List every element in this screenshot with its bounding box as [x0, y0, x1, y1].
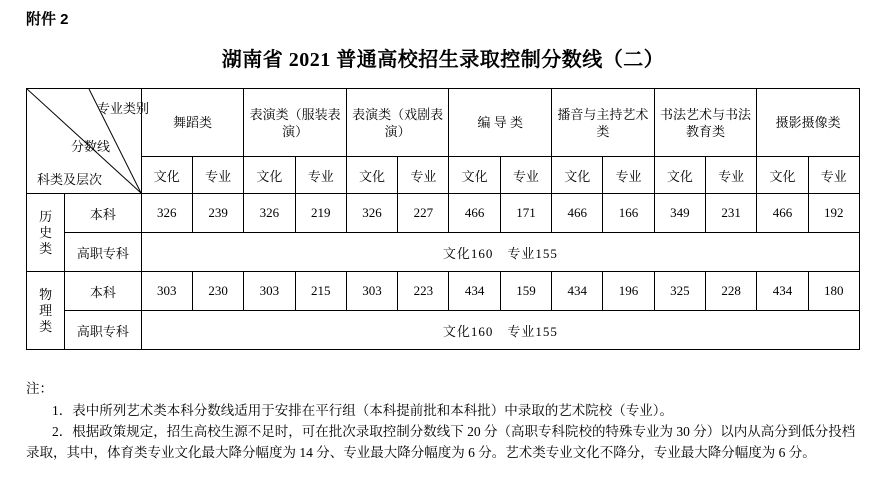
score-cell: 466 — [552, 194, 603, 233]
score-cell: 466 — [449, 194, 500, 233]
merged-score-note: 文化160 专业155 — [141, 311, 859, 350]
score-cell: 326 — [141, 194, 192, 233]
sub-header: 专业 — [603, 157, 654, 194]
sub-header: 文化 — [757, 157, 808, 194]
score-cell: 434 — [449, 272, 500, 311]
row-level-label: 高职专科 — [65, 311, 141, 350]
corner-label-subject: 科类及层次 — [37, 172, 103, 187]
sub-header: 专业 — [192, 157, 243, 194]
score-cell: 303 — [346, 272, 397, 311]
row-level-label: 本科 — [65, 194, 141, 233]
sub-header: 文化 — [552, 157, 603, 194]
row-category-label — [27, 194, 65, 272]
score-cell: 166 — [603, 194, 654, 233]
row-category-char: 物 — [39, 286, 53, 302]
score-cell: 196 — [603, 272, 654, 311]
note-item: 2．根据政策规定，招生高校生源不足时，可在批次录取控制分数线下 20 分（高职专科院校的特殊专业为 30 分）以内从高分到低分投档录取，其中，体育类专业文化最大降分幅度为 14 分、专业最大降分幅度为 6 分。艺术类专业文化不降分，专业最大降分幅度为 6 分。 — [26, 424, 856, 460]
table-row — [27, 272, 860, 311]
score-cell: 326 — [346, 194, 397, 233]
score-cell: 231 — [706, 194, 757, 233]
sub-header: 专业 — [706, 157, 757, 194]
row-category-char: 史 — [39, 224, 53, 240]
group-header: 舞蹈类 — [141, 89, 244, 157]
table-row — [27, 311, 860, 350]
score-cell: 303 — [141, 272, 192, 311]
notes-section — [26, 378, 860, 463]
score-cell: 434 — [757, 272, 808, 311]
group-header: 表演类（戏剧表演） — [346, 89, 449, 157]
score-cell: 466 — [757, 194, 808, 233]
score-cell: 326 — [244, 194, 295, 233]
sub-header: 文化 — [141, 157, 192, 194]
sub-header: 专业 — [295, 157, 346, 194]
score-cell: 303 — [244, 272, 295, 311]
score-cell: 239 — [192, 194, 243, 233]
row-category-char: 理 — [39, 302, 53, 318]
sub-header: 文化 — [346, 157, 397, 194]
score-cell: 215 — [295, 272, 346, 311]
note-item: 1．表中所列艺术类本科分数线适用于安排在平行组（本科提前批和本科批）中录取的艺术院校（专业）。 — [52, 403, 673, 418]
sub-header: 文化 — [449, 157, 500, 194]
score-table — [26, 88, 860, 350]
sub-header: 专业 — [808, 157, 859, 194]
score-cell: 219 — [295, 194, 346, 233]
score-cell: 223 — [398, 272, 449, 311]
score-cell: 180 — [808, 272, 859, 311]
score-table-container — [26, 88, 860, 350]
table-row — [27, 194, 860, 233]
row-category-char: 类 — [39, 318, 53, 334]
table-row — [27, 233, 860, 272]
merged-score-note: 文化160 专业155 — [141, 233, 859, 272]
group-header: 编 导 类 — [449, 89, 552, 157]
row-category-char: 历 — [39, 208, 53, 224]
score-cell: 192 — [808, 194, 859, 233]
score-cell: 228 — [706, 272, 757, 311]
group-header: 播音与主持艺术类 — [552, 89, 655, 157]
group-header: 书法艺术与书法教育类 — [654, 89, 757, 157]
score-cell: 159 — [500, 272, 551, 311]
table-corner-header — [27, 89, 150, 194]
row-category-label — [27, 272, 65, 350]
corner-label-score: 分数线 — [71, 139, 111, 154]
sub-header: 专业 — [500, 157, 551, 194]
group-header: 摄影摄像类 — [757, 89, 860, 157]
score-cell: 227 — [398, 194, 449, 233]
group-header: 表演类（服装表演） — [244, 89, 347, 157]
sub-header: 专业 — [398, 157, 449, 194]
notes-title: 注： — [26, 381, 53, 396]
sub-header: 文化 — [654, 157, 705, 194]
row-category-char: 类 — [39, 240, 53, 256]
sub-header: 文化 — [244, 157, 295, 194]
score-cell: 325 — [654, 272, 705, 311]
page-title: 湖南省 2021 普通高校招生录取控制分数线（二） — [221, 49, 665, 71]
corner-label-major: 专业类别 — [97, 101, 150, 116]
score-cell: 434 — [552, 272, 603, 311]
score-cell: 230 — [192, 272, 243, 311]
row-level-label: 高职专科 — [65, 233, 141, 272]
attachment-label: 附件 2 — [26, 11, 69, 28]
score-cell: 171 — [500, 194, 551, 233]
row-level-label: 本科 — [65, 272, 141, 311]
score-cell: 349 — [654, 194, 705, 233]
